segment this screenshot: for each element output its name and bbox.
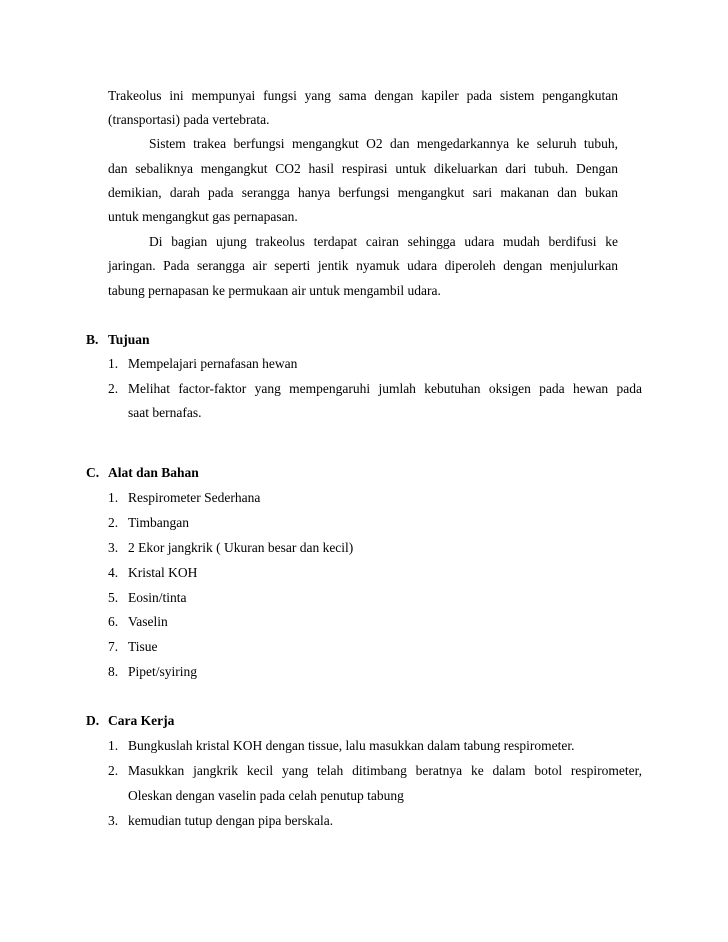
list-item bbox=[108, 739, 575, 753]
intro-p2-line-2: dan sebaliknya mengangkut CO2 hasil respirasi untuk dikeluarkan dari tubuh. Dengan bbox=[108, 161, 618, 176]
list-item bbox=[108, 640, 158, 654]
list-item-number: 2. bbox=[108, 381, 119, 396]
list-item bbox=[108, 814, 333, 828]
section-b-title: Tujuan bbox=[108, 332, 150, 347]
section-d-letter: D. bbox=[86, 713, 100, 728]
list-item-text: kemudian tutup dengan pipa berskala. bbox=[128, 813, 334, 828]
list-item-number: 3. bbox=[108, 813, 119, 828]
list-item bbox=[108, 491, 260, 505]
list-item bbox=[108, 516, 189, 530]
list-item-number: 4. bbox=[108, 565, 119, 580]
section-c-heading bbox=[86, 466, 199, 480]
list-item-number: 7. bbox=[108, 639, 119, 654]
list-item bbox=[108, 541, 353, 555]
list-item bbox=[108, 357, 297, 371]
list-item bbox=[108, 382, 642, 396]
list-item-text: Pipet/syiring bbox=[128, 664, 198, 679]
intro-p3-line-2: jaringan. Pada serangga air seperti jentik nyamuk udara diperoleh dengan menjulurkan bbox=[108, 258, 618, 273]
list-item bbox=[108, 566, 197, 580]
section-b-heading bbox=[86, 333, 150, 347]
intro-p3-line-1: Di bagian ujung trakeolus terdapat cairan sehingga udara mudah berdifusi ke bbox=[149, 234, 618, 249]
list-item-text: 2 Ekor jangkrik ( Ukuran besar dan kecil) bbox=[128, 540, 354, 555]
list-item-number: 5. bbox=[108, 590, 119, 605]
list-item-continuation: Oleskan dengan vaselin pada celah penutup tabung bbox=[128, 788, 404, 803]
list-item-number: 1. bbox=[108, 356, 119, 371]
list-item-text: Respirometer Sederhana bbox=[128, 490, 261, 505]
list-item bbox=[108, 615, 168, 629]
intro-p3-line-3: tabung pernapasan ke permukaan air untuk mengambil udara. bbox=[108, 283, 441, 298]
list-item-text: Melihat factor-faktor yang mempengaruhi jumlah kebutuhan oksigen pada hewan pada bbox=[128, 381, 642, 396]
section-d-heading bbox=[86, 714, 174, 728]
list-item-text: Eosin/tinta bbox=[128, 590, 187, 605]
list-item-text: Masukkan jangkrik kecil yang telah ditimbang beratnya ke dalam botol respirometer, bbox=[128, 763, 642, 778]
list-item-text: Vaselin bbox=[128, 614, 168, 629]
list-item-text: Bungkuslah kristal KOH dengan tissue, lalu masukkan dalam tabung respirometer. bbox=[128, 738, 575, 753]
list-item bbox=[108, 764, 642, 778]
list-item-number: 1. bbox=[108, 738, 119, 753]
intro-p1-line-2: (transportasi) pada vertebrata. bbox=[108, 112, 270, 127]
list-item bbox=[108, 665, 197, 679]
list-item-number: 3. bbox=[108, 540, 119, 555]
list-item-number: 6. bbox=[108, 614, 119, 629]
section-c-title: Alat dan Bahan bbox=[108, 465, 199, 480]
list-item-number: 8. bbox=[108, 664, 119, 679]
list-item-text: Kristal KOH bbox=[128, 565, 198, 580]
intro-p1-line-1: Trakeolus ini mempunyai fungsi yang sama dengan kapiler pada sistem pengangkutan bbox=[108, 88, 618, 103]
intro-p2-line-4: untuk mengangkut gas pernapasan. bbox=[108, 209, 298, 224]
section-c-letter: C. bbox=[86, 465, 100, 480]
list-item-continuation: saat bernafas. bbox=[128, 405, 202, 420]
list-item-number: 2. bbox=[108, 515, 119, 530]
list-item-text: Timbangan bbox=[128, 515, 190, 530]
list-item-text: Tisue bbox=[128, 639, 158, 654]
section-d-title: Cara Kerja bbox=[108, 713, 175, 728]
list-item bbox=[108, 591, 187, 605]
intro-p2-line-3: demikian, darah pada serangga hanya berfungsi mengangkut sari makanan dan bukan bbox=[108, 185, 618, 200]
section-b-letter: B. bbox=[86, 332, 99, 347]
intro-p2-line-1: Sistem trakea berfungsi mengangkut O2 dan mengedarkannya ke seluruh tubuh, bbox=[149, 136, 618, 151]
list-item-number: 2. bbox=[108, 763, 119, 778]
list-item-text: Mempelajari pernafasan hewan bbox=[128, 356, 298, 371]
list-item-number: 1. bbox=[108, 490, 119, 505]
